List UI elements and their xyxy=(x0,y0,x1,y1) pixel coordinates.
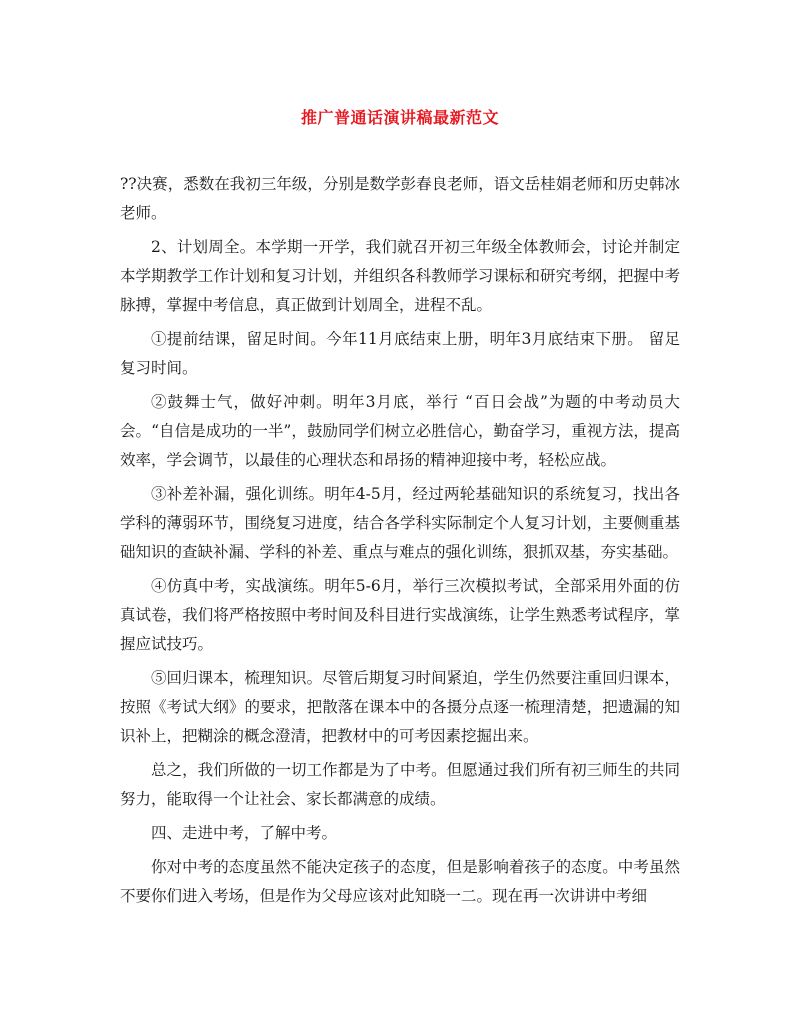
paragraph: 四、走进中考，了解中考。 xyxy=(151,824,338,842)
paragraph: ②鼓舞士气，做好冲刺。明年3月底，举行 “百日会战”为题的中考动员大会。“自信是成功的一半”，鼓励同学们树立必胜信心，勤奋学习，重视方法，提高效率，学会调节，以最佳的心理状态和昂扬的精神迎接中考，轻松应战。 xyxy=(120,393,680,469)
document-body xyxy=(120,170,680,916)
paragraph: 2、计划周全。本学期一开学，我们就召开初三年级全体教师会，讨论并制定本学期教学工作计划和复习计划，并组织各科教师学习课标和研究考纲，把握中考脉搏，掌握中考信息，真正做到计划周全，进程不乱。 xyxy=(120,238,680,314)
paragraph: ①提前结课，留足时间。今年11月底结束上册，明年3月底结束下册。 留足复习时间。 xyxy=(120,330,680,377)
paragraph: ⑤回归课本，梳理知识。尽管后期复习时间紧迫，学生仍然要注重回归课本，按照《考试大纲》的要求，把散落在课本中的各摄分点逐一梳理清楚，把遗漏的知识补上，把糊涂的概念澄清，把教材中的可考因素挖掘出来。 xyxy=(120,669,680,745)
paragraph: 你对中考的态度虽然不能决定孩子的态度，但是影响着孩子的态度。中考虽然不要你们进入考场，但是作为父母应该对此知晓一二。现在再一次讲讲中考细 xyxy=(120,858,680,905)
document-title: 推广普通话演讲稿最新范文 xyxy=(300,108,499,127)
paragraph: ③补差补漏，强化训练。明年4-5月，经过两轮基础知识的系统复习，找出各学科的薄弱环节，围绕复习进度，结合各学科实际制定个人复习计划，主要侧重基础知识的查缺补漏、学科的补差、重点与难点的强化训练，狠抓双基，夯实基础。 xyxy=(120,485,680,561)
paragraph: ④仿真中考，实战演练。明年5-6月，举行三次模拟考试，全部采用外面的仿真试卷，我们将严格按照中考时间及科目进行实战演练，让学生熟悉考试程序，掌握应试技巧。 xyxy=(120,577,680,653)
paragraph: 总之，我们所做的一切工作都是为了中考。但愿通过我们所有初三师生的共同努力，能取得一个让社会、家长都满意的成绩。 xyxy=(120,761,680,808)
paragraph: ??决赛，悉数在我初三年级，分别是数学彭春良老师，语文岳桂娟老师和历史韩冰老师。 xyxy=(120,175,680,222)
